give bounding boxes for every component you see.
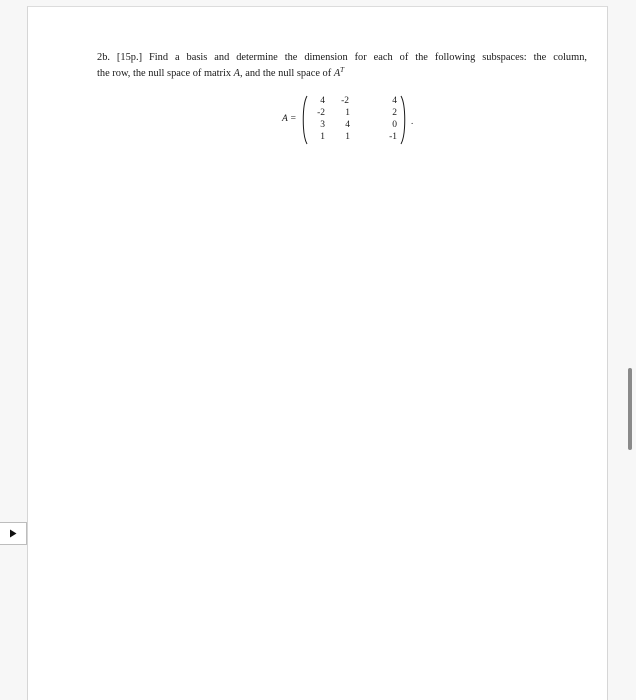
matrix-cell: 1 xyxy=(345,108,350,118)
play-right-icon xyxy=(9,529,17,538)
matrix-cell: 1 xyxy=(320,132,325,142)
matrix-label: A = xyxy=(282,114,297,124)
problem-line-2-mid: , and the null space of xyxy=(240,68,334,79)
document-page xyxy=(27,6,608,700)
matrix-cell: 3 xyxy=(320,120,325,130)
sidebar-toggle-button[interactable] xyxy=(0,522,27,545)
matrix-cell: 4 xyxy=(345,120,350,130)
vertical-scrollbar-thumb[interactable] xyxy=(628,368,632,450)
matrix-cell: -2 xyxy=(317,108,325,118)
problem-statement xyxy=(97,51,587,80)
problem-line-2 xyxy=(97,64,587,80)
matrix-cell: -1 xyxy=(389,132,397,142)
problem-line-1: 2b. [15p.] Find a basis and determine the dimension for each of the following subspaces: the column, xyxy=(97,52,587,63)
matrix-cell: 4 xyxy=(320,96,325,106)
transpose-superscript: T xyxy=(340,66,345,74)
matrix-cell: 0 xyxy=(392,120,397,130)
matrix-cell: 2 xyxy=(392,108,397,118)
matrix-var-a-transpose: A xyxy=(333,68,341,79)
matrix-cell: -2 xyxy=(341,96,349,106)
problem-line-2-prefix: the row, the null space of matrix xyxy=(97,68,234,79)
matrix-cell: 1 xyxy=(345,132,350,142)
right-paren xyxy=(400,95,407,145)
matrix-var-a: A xyxy=(233,68,241,79)
matrix-cell: 4 xyxy=(392,96,397,106)
matrix-trailing-period: . xyxy=(411,116,414,126)
